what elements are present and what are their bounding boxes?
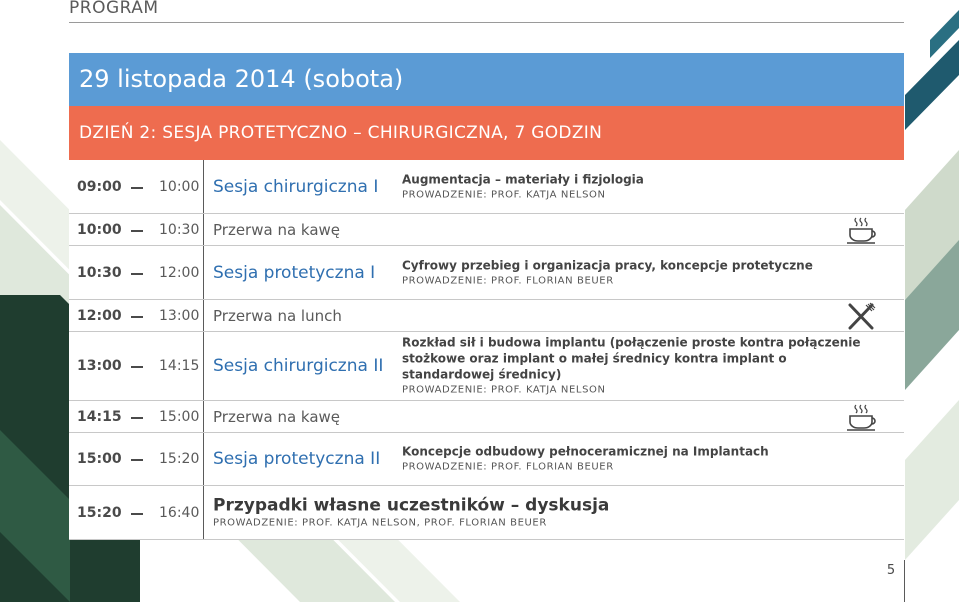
start-time: 13:00 [77,358,122,374]
coffee-cup-icon [844,403,878,431]
time-dash [131,513,143,515]
column-divider [203,160,204,213]
coffee-cup-icon [844,216,878,244]
column-divider [203,246,204,299]
break-title: Przerwa na lunch [213,306,342,325]
session-lead: PROWADZENIE: PROF. KATJA NELSON [402,384,606,396]
date-banner: 29 listopada 2014 (sobota) [69,53,904,106]
start-time: 10:00 [77,221,122,238]
fork-knife-icon [844,302,878,330]
session-detail [402,444,872,475]
time-dash [131,316,143,318]
session-lead: PROWADZENIE: PROF. FLORIAN BEUER [402,461,614,473]
time-dash [131,417,143,419]
session-topic: Koncepcje odbudowy pełnoceramicznej na Implantach [402,444,769,459]
page-number: 5 [878,560,905,602]
session-detail [402,171,872,202]
column-divider [203,214,204,245]
schedule-table [69,160,904,540]
start-time: 15:00 [77,451,122,467]
column-divider [203,401,204,432]
time-dash [131,366,143,368]
session-topic: Cyfrowy przebieg i organizacja pracy, koncepcje protetyczne [402,258,813,272]
end-time: 10:00 [159,178,200,195]
session-detail [402,257,872,288]
schedule-row [69,300,904,332]
schedule-row [69,214,904,246]
break-title: Przerwa na kawę [213,407,341,426]
time-dash [131,273,143,275]
column-divider [203,332,204,400]
session-topic: Augmentacja – materiały i fizjologia [402,172,644,186]
session-lead: PROWADZENIE: PROF. FLORIAN BEUER [402,275,614,286]
break-title: Przerwa na kawę [213,220,341,239]
schedule-row [69,160,904,214]
end-time: 10:30 [159,221,200,238]
time-dash [131,230,143,232]
schedule-row [69,401,904,433]
schedule-row [69,433,904,486]
time-dash [131,187,143,189]
discussion-title: Przypadki własne uczestników – dyskusja [213,495,610,515]
page-heading: PROGRAM [69,0,904,23]
start-time: 15:20 [77,504,122,521]
session-detail [402,335,872,398]
time-dash [131,459,143,461]
column-divider [203,300,204,331]
end-time: 13:00 [159,307,200,324]
end-time: 15:00 [159,408,200,425]
column-divider [203,433,204,485]
session-title: Sesja protetyczna I [213,262,376,283]
start-time: 09:00 [77,178,122,195]
session-topic: Rozkład sił i budowa implantu (połączenie proste kontra połączenie stożkowe oraz implant o małej średnicy kontra implant o standardowej średnicy) [402,335,861,382]
session-title: Sesja chirurgiczna I [213,176,379,197]
schedule-row [69,246,904,300]
session-lead: PROWADZENIE: PROF. KATJA NELSON, PROF. FLORIAN BEUER [213,517,547,528]
column-divider [203,486,204,539]
end-time: 12:00 [159,264,200,281]
end-time: 15:20 [159,451,200,467]
session-lead: PROWADZENIE: PROF. KATJA NELSON [402,189,606,200]
bg-pale-stripe-right [905,400,959,560]
discussion-block [213,495,609,530]
end-time: 14:15 [159,358,200,374]
schedule-row [69,332,904,401]
end-time: 16:40 [159,504,200,521]
start-time: 14:15 [77,408,122,425]
start-time: 12:00 [77,307,122,324]
schedule-row [69,486,904,540]
start-time: 10:30 [77,264,122,281]
day-banner: DZIEŃ 2: SESJA PROTETYCZNO – CHIRURGICZNA, 7 GODZIN [69,106,904,160]
session-title: Sesja chirurgiczna II [213,356,384,376]
session-title: Sesja protetyczna II [213,449,381,469]
